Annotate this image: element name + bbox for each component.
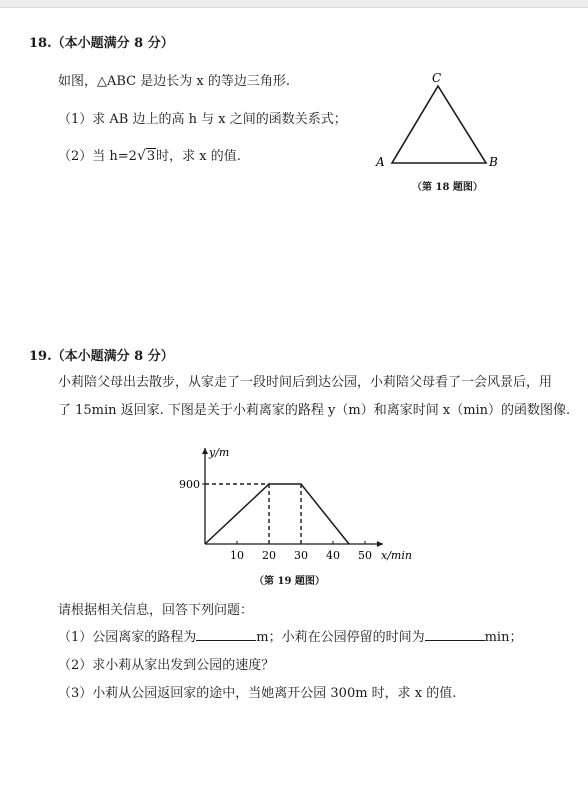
q19-distance-time-chart	[160, 440, 430, 565]
q19-part3: （3）小莉从公园返回家的途中，当她离开公园 300m 时，求 x 的值.	[58, 686, 457, 701]
answer-blank-distance[interactable]	[196, 628, 256, 641]
q18-part2-prefix: （2）当 h=2	[58, 149, 137, 164]
y-axis-label: y/m	[209, 446, 230, 459]
q19-part1	[58, 626, 522, 645]
sqrt-sign: √	[136, 148, 146, 164]
distance-time-line-1	[205, 484, 349, 544]
q18-part2-radicand: 3	[146, 149, 156, 164]
q19-stem-line1: 小莉陪父母出去散步，从家走了一段时间后到达公园，小莉陪父母看了一会风景后，用	[58, 375, 553, 390]
q19-part1-text-b: m；小莉在公园停留的时间为	[256, 630, 425, 645]
q18-triangle-figure	[370, 70, 510, 190]
vertex-a-label: A	[376, 155, 385, 169]
vertex-c-label: C	[432, 71, 442, 85]
q19-part1-text-a: （1）公园离家的路程为	[58, 630, 197, 645]
top-border	[0, 0, 588, 8]
x-tick-label-40: 40	[326, 549, 340, 562]
q19-header: 19.（本小题满分 8 分）	[29, 349, 174, 364]
q19-part1-text-c: min；	[484, 630, 523, 645]
x-tick-label-10: 10	[230, 549, 244, 562]
q19-instruction: 请根据相关信息，回答下列问题：	[58, 603, 254, 618]
q19-stem-line2: 了 15min 返回家. 下图是关于小莉离家的路程 y（m）和离家时间 x（min）的函数图像.	[58, 403, 571, 418]
x-tick-label-20: 20	[262, 549, 276, 562]
q18-stem: 如图，△ABC 是边长为 x 的等边三角形.	[58, 74, 290, 89]
triangle-abc	[392, 86, 486, 163]
x-axis-label: x/min	[381, 549, 412, 562]
q18-part2	[58, 145, 241, 164]
x-tick-label-50: 50	[358, 549, 372, 562]
q19-figure-caption: （第 19 题图）	[254, 576, 325, 587]
x-axis-arrow	[377, 541, 383, 547]
x-tick-label-30: 30	[294, 549, 308, 562]
answer-blank-stay-time[interactable]	[425, 628, 485, 641]
q19-part2: （2）求小莉从家出发到公园的速度？	[58, 658, 275, 673]
y-axis-arrow	[202, 448, 208, 454]
q18-part2-suffix: 时，求 x 的值.	[156, 149, 241, 164]
q18-figure-caption: （第 18 题图）	[412, 182, 483, 193]
q18-part1: （1）求 AB 边上的高 h 与 x 之间的函数关系式；	[58, 112, 347, 127]
vertex-b-label: B	[489, 155, 498, 169]
q18-header: 18.（本小题满分 8 分）	[29, 36, 174, 51]
y-tick-label-900: 900	[179, 478, 200, 491]
